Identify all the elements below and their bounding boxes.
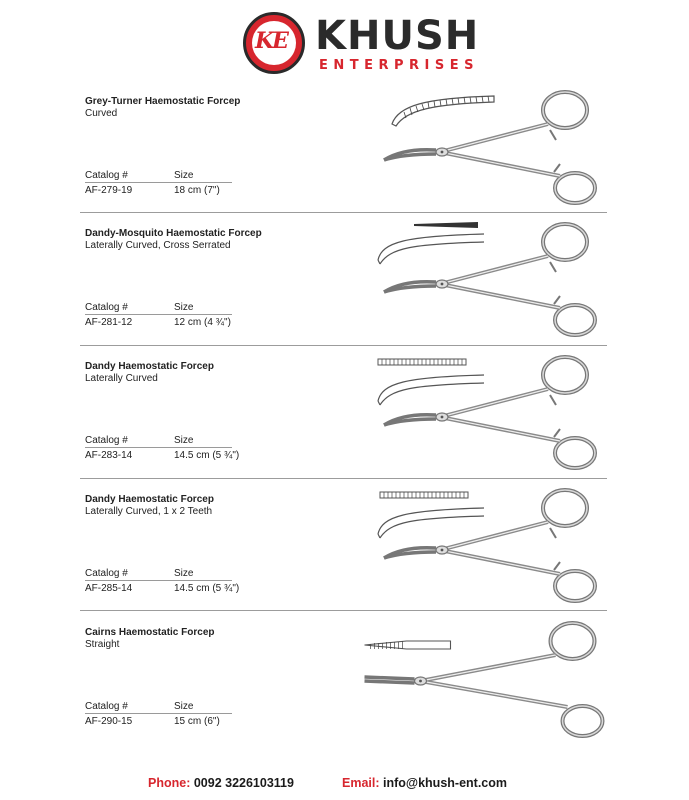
catalog-header: Catalog # [85, 302, 128, 313]
catalog-number: AF-281-12 [85, 317, 133, 328]
forcep-illustration [352, 611, 614, 739]
catalog-number: AF-279-19 [85, 185, 133, 196]
spec-rule [85, 314, 232, 315]
product-row [0, 361, 689, 493]
forcep-illustration [370, 212, 615, 340]
catalog-number: AF-283-14 [85, 450, 133, 461]
size-value: 12 cm (4 ¾") [174, 317, 231, 328]
spec-rule [85, 713, 232, 714]
product-subtitle: Laterally Curved, 1 x 2 Teeth [85, 506, 213, 517]
product-row [0, 228, 689, 360]
size-header: Size [174, 435, 194, 446]
contact-footer [0, 775, 689, 791]
product-subtitle: Curved [85, 108, 118, 119]
forcep-illustration [370, 478, 615, 606]
brand-name: KHUSH [315, 13, 480, 59]
size-header: Size [174, 568, 194, 579]
size-value: 15 cm (6") [174, 716, 220, 727]
catalog-header: Catalog # [85, 701, 128, 712]
size-header: Size [174, 302, 194, 313]
product-subtitle: Laterally Curved [85, 373, 158, 384]
product-subtitle: Laterally Curved, Cross Serrated [85, 240, 231, 251]
product-row [0, 96, 689, 228]
catalog-header: Catalog # [85, 435, 128, 446]
product-title: Dandy Haemostatic Forcep [85, 494, 214, 505]
email-label: Email: [342, 776, 383, 790]
product-subtitle: Straight [85, 639, 120, 650]
company-logo [243, 12, 480, 78]
size-value: 14.5 cm (5 ¾") [174, 583, 240, 594]
email-address: info@khush-ent.com [383, 776, 507, 790]
brand-subtitle: ENTERPRISES [319, 58, 479, 73]
catalog-header: Catalog # [85, 568, 128, 579]
catalog-number: AF-285-14 [85, 583, 133, 594]
size-header: Size [174, 170, 194, 181]
product-title: Cairns Haemostatic Forcep [85, 627, 215, 638]
product-title: Grey-Turner Haemostatic Forcep [85, 96, 241, 107]
size-header: Size [174, 701, 194, 712]
catalog-header: Catalog # [85, 170, 128, 181]
logo-badge-letters: KE [255, 28, 287, 54]
phone-label: Phone: [148, 776, 194, 790]
product-row [0, 494, 689, 626]
spec-rule [85, 182, 232, 183]
footer-email [342, 775, 507, 791]
phone-number: 0092 3226103119 [193, 776, 294, 790]
footer-phone [148, 775, 294, 791]
forcep-illustration [370, 345, 615, 473]
catalog-number: AF-290-15 [85, 716, 133, 727]
spec-rule [85, 447, 232, 448]
product-title: Dandy-Mosquito Haemostatic Forcep [85, 228, 262, 239]
size-value: 14.5 cm (5 ¾") [174, 450, 240, 461]
size-value: 18 cm (7") [174, 185, 220, 196]
product-title: Dandy Haemostatic Forcep [85, 361, 214, 372]
product-row [0, 627, 689, 759]
spec-rule [85, 580, 232, 581]
forcep-illustration [370, 80, 615, 208]
